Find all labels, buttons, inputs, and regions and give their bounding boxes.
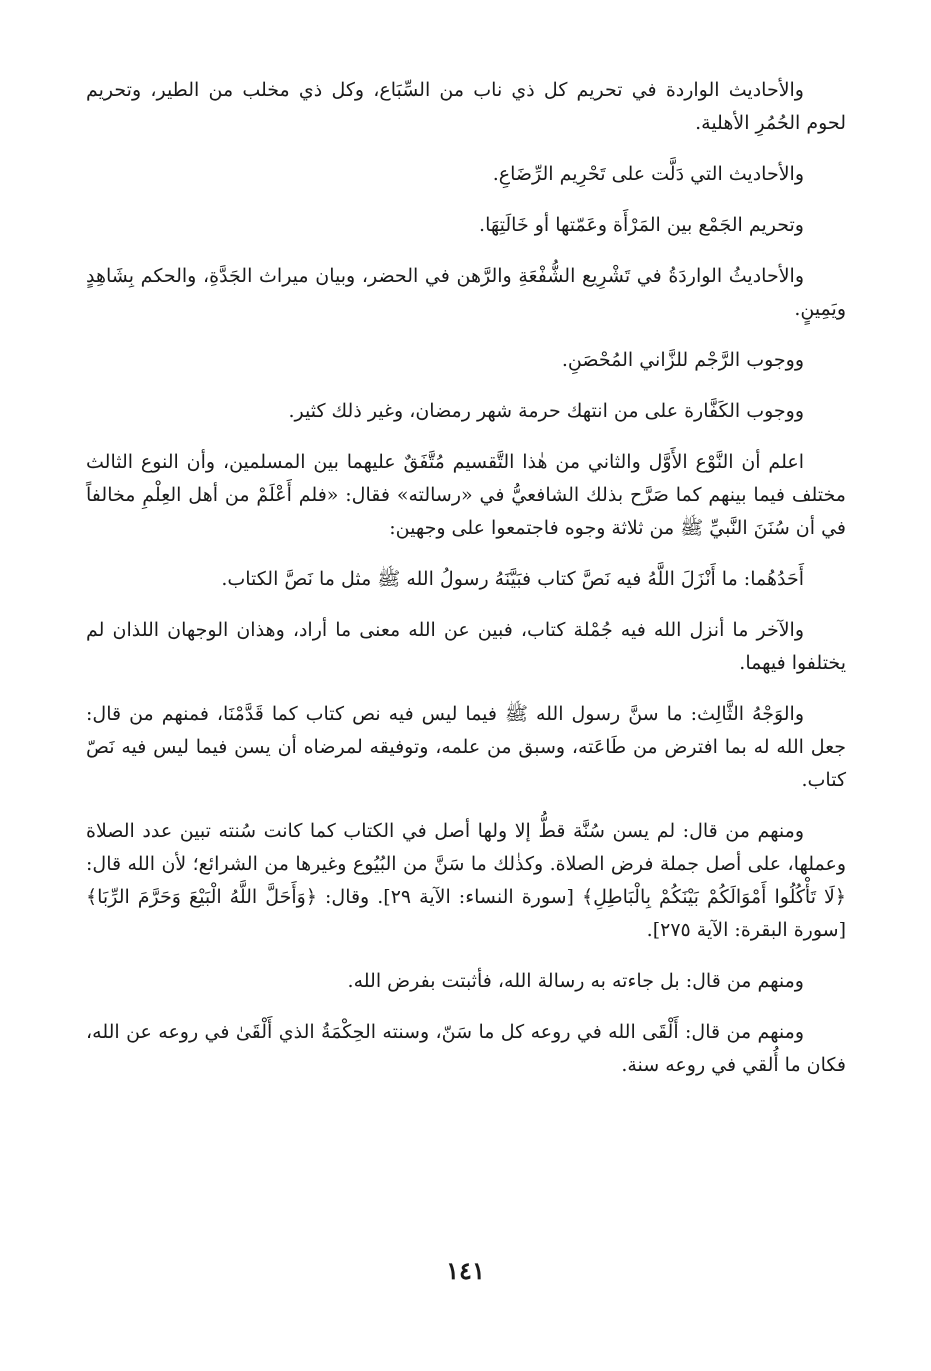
paragraph-13: ومنهم من قال: أَلْقَى الله في روعه كل ما سَنّ، وسنته الحِكْمَةُ الذي أَلْقَىٰ في روعه عن الله، فكان ما أُلقي في روعه سنة. — [86, 1021, 846, 1076]
page-number: ١٤١ — [446, 1256, 485, 1285]
paragraph-8: أَحَدُهُما: ما أَنْزَلَ اللَّهُ فيه نَصَّ كتاب فبَيَّنَهُ رسولُ الله ﷺ مثل ما نَصَّ الكتاب. — [221, 568, 804, 590]
paragraph-3: وتحريم الجَمْع بين المَرْأَة وعَمّتها أو خَالَتِهَا. — [479, 214, 804, 236]
paragraph-11: ومنهم من قال: لم يسن سُنَّة قطُّ إلا ولها أصل في الكتاب كما كانت سُنته تبين عدد الصلاة وعملها، على أصل جملة فرض الصلاة. وكذٰلك ما سَنَّ من البُيُوع وغيرها من الشرائع؛ لأن الله قال: ﴿لَا تَأْكُلُوا أَمْوَالَكُمْ بَيْنَكُمْ بِالْبَاطِلِ﴾ [سورة النساء: الآية ٢٩]. وقال: ﴿وَأَحَلَّ اللَّهُ الْبَيْعَ وَحَرَّمَ الرِّبَا﴾ [سورة البقرة: الآية ٢٧٥]. — [86, 820, 846, 941]
paragraph-7: اعلم أن النَّوْع الأَوَّل والثاني من هٰذا التَّقسيم مُتَّفَقٌ عليهما بين المسلمين، وأن النوع الثالث مختلف فيما بينهم كما صَرَّح بذلك الشافعيُّ في «رسالته» فقال: «فلم أَعْلَمْ من أهل العِلْمِ مخالفاً في أن سُنَنَ النَّبيِّ ﷺ من ثلاثة وجوه فاجتمعوا على وجهين: — [86, 451, 846, 539]
paragraph-5: ووجوب الرَّجْم للزَّاني المُحْصَنِ. — [561, 349, 804, 371]
paragraph-1: والأحاديث الواردة في تحريم كل ذي ناب من السِّبَاع، وكل ذي مخلب من الطير، وتحريم لحوم الحُمُرِ الأهلية. — [86, 79, 846, 134]
paragraph-2: والأحاديث التي دَلَّت على تَحْرِيم الرِّضَاعِ. — [492, 163, 804, 185]
page-body-text — [86, 74, 846, 1100]
paragraph-10: والوَجْهُ الثَّالِث: ما سنَّ رسول الله ﷺ فيما ليس فيه نص كتاب كما قَدَّمْنَا، فمنهم من قال: جعل الله له بما افترض من طَاعَته، وسبق من علمه، وتوفيقه لمرضاه أن يسن فيما ليس فيه نَصّ كتاب. — [86, 703, 846, 791]
paragraph-9: والآخر ما أنزل الله فيه جُمْلة كتاب، فبين عن الله معنى ما أراد، وهذان الوجهان اللذان لم يختلفوا فيهما. — [86, 619, 846, 674]
paragraph-6: ووجوب الكَفَّارة على من انتهك حرمة شهر رمضان، وغير ذلك كثير. — [288, 400, 804, 422]
paragraph-12: ومنهم من قال: بل جاءته به رسالة الله، فأثبتت بفرض الله. — [347, 970, 804, 992]
paragraph-4: والأحاديثُ الواردَةُ في تَشْرِيع الشُّفْعَةِ والرَّهن في الحضر، وبيان ميراث الجَدَّةِ، والحكم بِشَاهِدٍ ويَمِينٍ. — [86, 265, 846, 320]
